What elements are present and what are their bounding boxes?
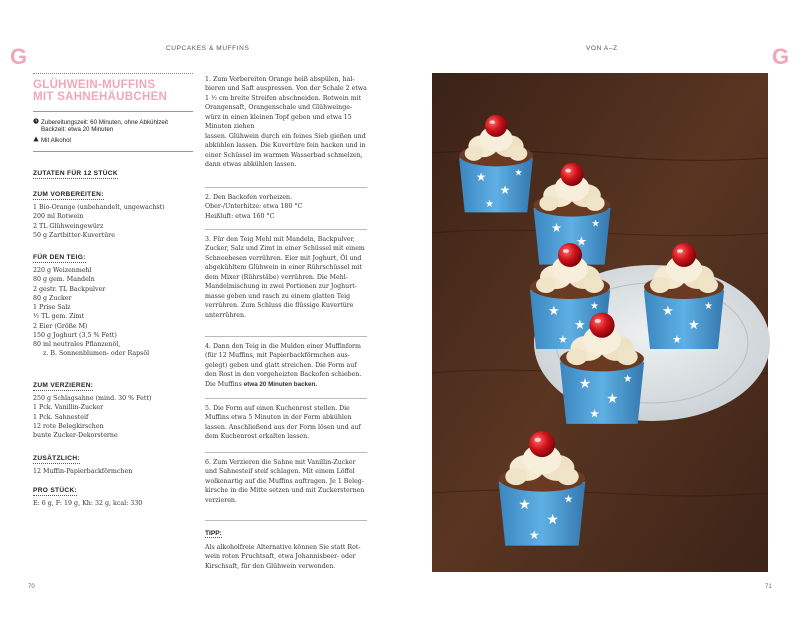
step-1: 1. Zum Vorbereiten Orange heiß abspülen, hal- bieren und Saft auspressen. Von der Schale 2 etwa 1 ½ cm breite Streifen abschneiden. Rotwein mit Orangensaft, Orangenschale und Glühweinge- würz in einen kleinen Topf geben und etwa 15 Minuten ziehen lassen. Glühwein durch ein feines Sieb gießen und abkühlen lassen. Die Kuvertüre fein hacken und in einer Schüssel im warmen Wasserbad schmelzen, dann etwas abkühlen lassen.	[205, 76, 367, 169]
ingredient-item: 150 g Joghurt (3,5 % Fett)	[33, 331, 117, 339]
page-number-right: 71	[765, 584, 772, 590]
group-heading-verzieren: ZUM VERZIEREN:	[33, 382, 94, 389]
ingredient-item: 80 g Zucker	[33, 294, 72, 302]
prep-time: Zubereitungszeit: 60 Minuten, ohne Abkühlzeit	[33, 118, 193, 127]
ingredient-item: 2 TL Glühweingewürz	[33, 222, 104, 230]
recipe-title-line-1: GLÜHWEIN-MUFFINS	[33, 79, 156, 91]
step-3: 3. Für den Teig Mehl mit Mandeln, Backpulver, Zucker, Salz und Zimt in einer Schüssel mit einem Schneebesen verrühren. Eier mit Joghurt, Öl und abgekühltem Glühwein in einer Rührschüssel mit dem Mixer (Rührstäbe) verrühren. Die Mehl- Mandelmischung in zwei Portionen zur Joghurt- masse geben und rasch zu einem glatten Teig verrühren. Zum Schluss die flüssige Kuvertüre unterrühren.	[205, 236, 365, 319]
muffin-illustration: ★ ★	[432, 73, 768, 572]
ingredients-heading: ZUTATEN FÜR 12 STÜCK	[33, 170, 118, 177]
ingredient-item: 80 ml neutrales Pflanzenöl,	[33, 341, 121, 348]
ingredient-item: 1 Prise Salz	[33, 304, 71, 311]
nutrition-info	[33, 499, 198, 508]
ingredient-list-vorbereiten	[33, 203, 198, 240]
ingredient-item: 1 Pck. Vanillin-Zucker	[33, 404, 104, 412]
ingredient-item: ½ TL gem. Zimt	[33, 313, 85, 321]
step-6: 6. Zum Verzieren die Sahne mit Vanillin-Zucker und Sahnesteif steif schlagen. Mit einem Löffel wolkenartig auf die Muffins auftragen. Je 1 Beleg- kirsche in die Mitte setzen und mit Zuckersternen verzieren.	[205, 459, 365, 504]
tip-heading: TIPP:	[205, 530, 222, 537]
step-separator	[205, 187, 367, 188]
ingredient-item: 1 Bio-Orange (unbehandelt, ungewachst)	[33, 204, 165, 211]
muffin-photo	[410, 73, 768, 572]
step-separator	[205, 520, 367, 521]
step-4: 4. Dann den Teig in die Mulden einer Muffinform (für 12 Muffins, mit Papierbackförmchen aus- gelegt) geben und glatt streichen. Die Form auf den Rost in den vorgeheizten Backofen schieben. Die Muffins etwa 20 Minuten backen.	[205, 343, 362, 388]
ingredient-item: 200 ml Rotwein	[33, 213, 84, 221]
ingredient-item: 250 g Schlagsahne (mind. 30 % Fett)	[33, 395, 152, 402]
page-number-left: 70	[28, 584, 35, 590]
ingredient-list-zusaetzlich	[33, 467, 198, 476]
recipe-title	[33, 79, 193, 103]
ingredient-item: 80 g gem. Mandeln	[33, 276, 95, 284]
running-head-left: CUPCAKES & MUFFINS	[166, 45, 250, 52]
bake-time: Backzeit: etwa 20 Minuten	[41, 126, 114, 133]
step-separator	[205, 336, 367, 337]
group-heading-vorbereiten: ZUM VORBEREITEN:	[33, 191, 104, 198]
meta-separator	[33, 151, 193, 152]
step-2: 2. Den Backofen vorheizen. Ober-/Unterhitze: etwa 180 °C Heißluft: etwa 160 °C	[205, 194, 303, 220]
alcohol-note: Mit Alkohol	[33, 136, 193, 145]
running-head-right: VON A–Z	[586, 45, 618, 52]
section-letter-left: G	[10, 44, 28, 69]
ingredient-item: z. B. Sonnenblumen- oder Rapsöl	[43, 350, 150, 358]
title-bottom-rule	[33, 111, 193, 112]
section-letter-right: G	[772, 44, 790, 69]
group-heading-zusaetzlich: ZUSÄTZLICH:	[33, 455, 80, 462]
ingredient-item: 220 g Weizenmehl	[33, 267, 92, 274]
step-separator	[205, 229, 367, 230]
ingredient-list-teig	[33, 266, 198, 359]
step-5: 5. Die Form auf einen Kuchenrost stellen. Die Muffins etwa 5 Minuten in der Form abkühlen lassen. Anschließend aus der Form lösen und auf dem Kuchenrost erkalten lassen.	[205, 405, 361, 441]
bake-duration-highlight: etwa 20 Minuten backen.	[243, 380, 318, 388]
ingredient-item: 12 Muffin-Papierbackförmchen	[33, 468, 133, 475]
title-top-rule	[33, 73, 193, 74]
ingredient-item: bunte Zucker-Dekorsterne	[33, 432, 118, 439]
ingredient-item: 12 rote Belegkirschen	[33, 422, 104, 430]
ingredient-item: 2 gestr. TL Backpulver	[33, 285, 106, 293]
group-heading-pro-stueck: PRO STÜCK:	[33, 487, 78, 494]
ingredient-list-verzieren	[33, 394, 198, 440]
ingredient-item: 2 Eier (Größe M)	[33, 322, 88, 330]
ingredient-item: 1 Pck. Sahnesteif	[33, 413, 89, 421]
nutrition-values: E: 6 g, F: 19 g, Kh: 32 g, kcal: 330	[33, 500, 143, 507]
tip-text: Als alkoholfreie Alternative können Sie statt Rot- wein roten Fruchtsaft, etwa Johannisbeer- oder Kirschsaft, für den Glühwein verwenden.	[205, 544, 361, 570]
ingredient-item: 50 g Zartbitter-Kuvertüre	[33, 231, 115, 239]
triangle-icon	[33, 136, 41, 145]
recipe-title-line-2: MIT SAHNEHÄUBCHEN	[33, 91, 168, 103]
step-separator	[205, 452, 367, 453]
group-heading-teig: FÜR DEN TEIG:	[33, 254, 86, 261]
step-separator	[205, 398, 367, 399]
